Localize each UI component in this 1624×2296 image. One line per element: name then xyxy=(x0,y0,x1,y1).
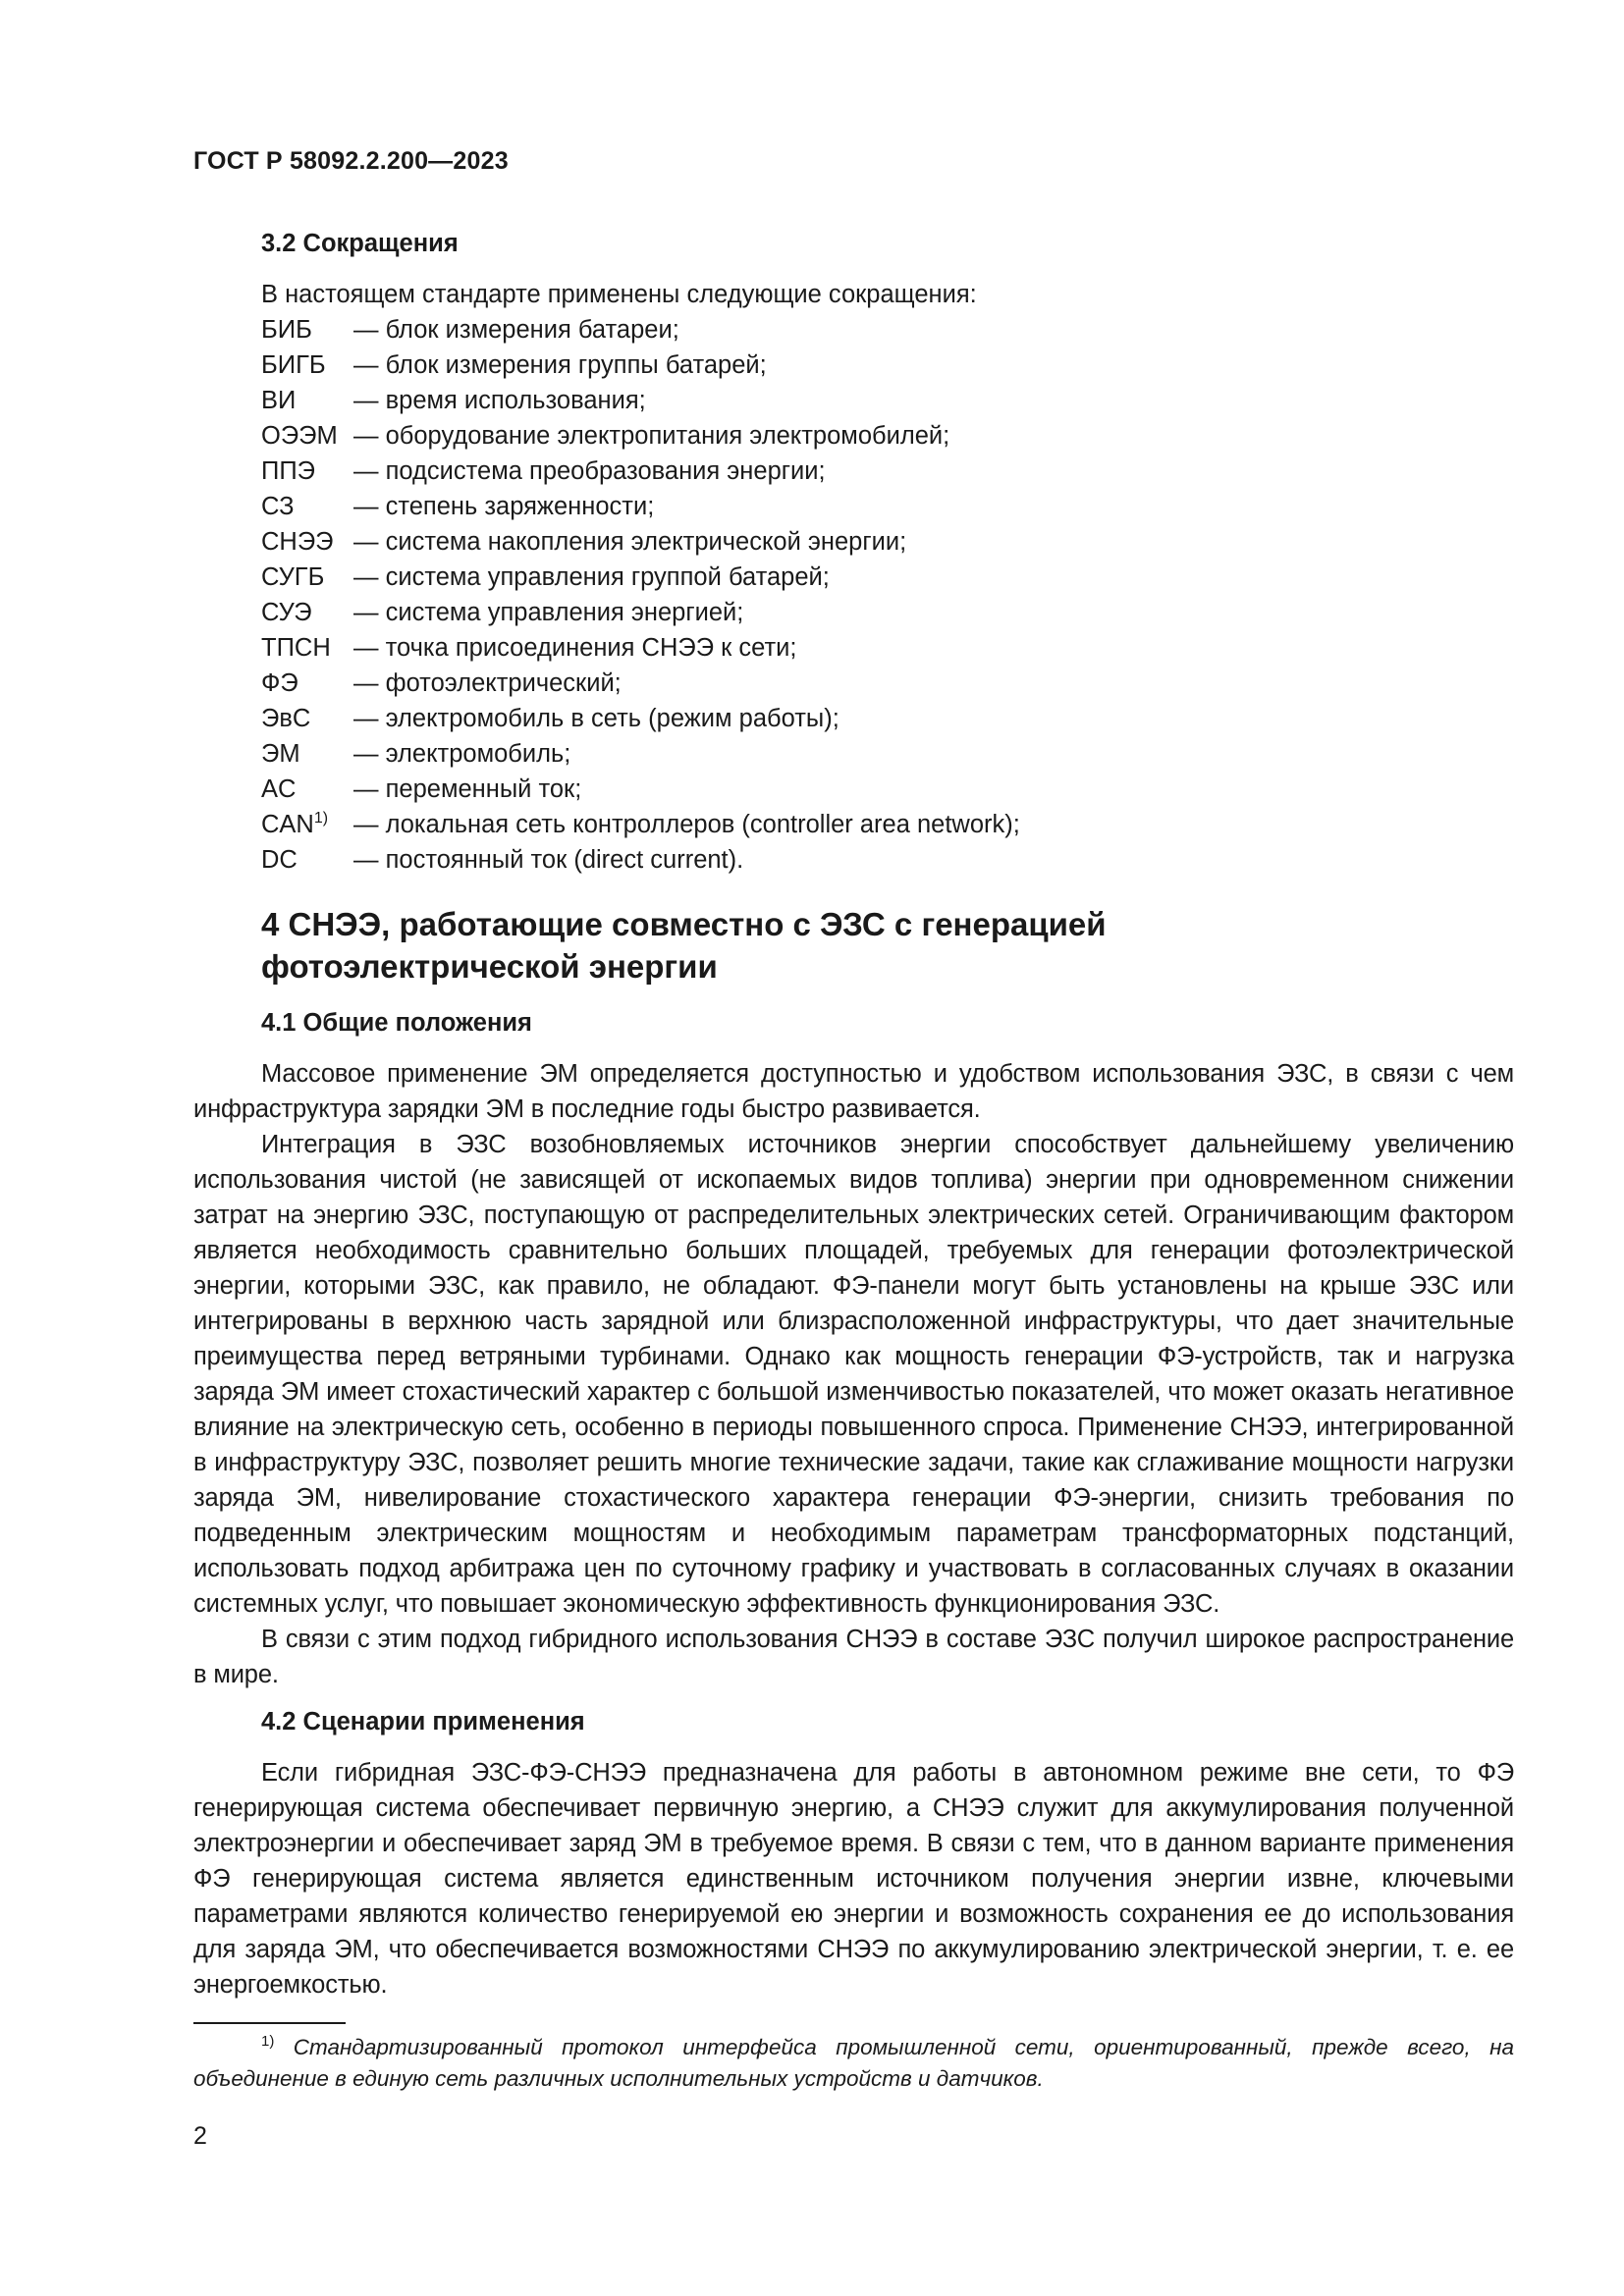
footnote-marker: 1) xyxy=(261,2033,275,2050)
abbreviation-list xyxy=(193,312,1514,878)
abbreviation-row xyxy=(261,807,1514,842)
paragraph: Интеграция в ЭЗС возобновляемых источников энергии способствует дальнейшему увеличению использования чистой (не зависящей от ископаемых видов топлива) энергии при одновременном снижении затрат на энергию ЭЗС, поступающую от распределительных электрических сетей. Ограничивающим фактором является необходимость сравнительно больших площадей, требуемых для генерации фотоэлектрической энергии, которыми ЭЗС, как правило, не обладают. ФЭ-панели могут быть установлены на крыше ЭЗС или интегрированы в верхнюю часть зарядной или близрасположенной инфраструктуры, что дает значительные преимущества перед ветряными турбинами. Однако как мощность генерации ФЭ-устройств, так и нагрузка заряда ЭМ имеет стохастический характер с большой изменчивостью показателей, что может оказать негативное влияние на электрическую сеть, особенно в периоды повышенного спроса. Применение СНЭЭ, интегрированной в инфраструктуру ЭЗС, позволяет решить многие технические задачи, такие как сглаживание мощности нагрузки заряда ЭМ, нивелирование стохастического характера генерации ФЭ-энергии, снизить требования по подведенным электрическим мощностям и необходимым параметрам трансформаторных подстанций, использовать подход арбитража цен по суточному графику и участвовать в согласованных случаях в оказании системных услуг, что повышает экономическую эффективность функционирования ЭЗС. xyxy=(193,1131,1514,1618)
abbreviation-row xyxy=(261,560,1514,595)
footnote xyxy=(193,2032,1514,2095)
abbreviation-term-text: CAN xyxy=(261,811,314,838)
section-4-title xyxy=(193,903,1514,988)
abbreviation-definition: — электромобиль; xyxy=(353,740,571,768)
footnote-text: Стандартизированный протокол интерфейса промышленной сети, ориентированный, прежде всего, на объединение в единую сеть различных исполнительных устройств и датчиков. xyxy=(193,2035,1514,2091)
page-content xyxy=(193,226,1514,2002)
abbreviation-term: ЭМ xyxy=(261,740,300,768)
abbreviation-row xyxy=(261,630,1514,666)
abbreviation-definition: — блок измерения батареи; xyxy=(353,316,679,344)
document-header: ГОСТ Р 58092.2.200—2023 xyxy=(193,147,509,175)
abbreviation-term: ТПСН xyxy=(261,634,331,662)
abbreviation-term: AC xyxy=(261,775,297,803)
section-4-1-title: 4.1 Общие положения xyxy=(261,1009,532,1037)
abbreviation-definition: — фотоэлектрический; xyxy=(353,669,622,697)
footnote-reference: 1) xyxy=(313,810,329,827)
abbreviation-term: ОЭЭМ xyxy=(261,422,338,450)
paragraph: В связи с этим подход гибридного использования СНЭЭ в составе ЭЗС получил широкое распространение в мире. xyxy=(193,1626,1514,1688)
paragraph: Если гибридная ЭЗС-ФЭ-СНЭЭ предназначена для работы в автономном режиме вне сети, то ФЭ генерирующая система обеспечивает первичную энергию, а СНЭЭ служит для аккумулирования полученной электроэнергии и обеспечивает заряд ЭМ в требуемое время. В связи с тем, что в данном варианте применения ФЭ генерирующая система является единственным источником получения энергии извне, ключевыми параметрами являются количество генерируемой ею энергии и возможность сохранения ее до использования для заряда ЭМ, что обеспечивается возможностями СНЭЭ по аккумулированию электрической энергии, т. е. ее энергоемкостью. xyxy=(193,1759,1514,1999)
abbreviation-row xyxy=(261,383,1514,418)
abbreviation-definition: — подсистема преобразования энергии; xyxy=(353,457,826,485)
abbreviation-term: ППЭ xyxy=(261,457,315,485)
abbreviation-term xyxy=(261,807,353,842)
abbreviation-definition: — система управления энергией; xyxy=(353,599,744,626)
abbreviation-definition: — степень заряженности; xyxy=(353,493,655,520)
abbreviation-definition: — система накопления электрической энергии; xyxy=(353,528,907,556)
abbreviation-definition: — локальная сеть контроллеров (controller area network); xyxy=(353,811,1020,838)
abbreviation-term: БИГБ xyxy=(261,351,326,379)
abbreviation-term: БИБ xyxy=(261,316,312,344)
section-4-title-line-2: фотоэлектрической энергии xyxy=(261,948,718,985)
abbreviation-term: ВИ xyxy=(261,387,297,414)
abbreviation-term: СУГБ xyxy=(261,563,325,591)
section-4-title-line-1: 4 СНЭЭ, работающие совместно с ЭЗС с генерацией xyxy=(261,906,1107,942)
abbreviation-row xyxy=(261,772,1514,807)
page-number: 2 xyxy=(193,2122,207,2150)
paragraph: Массовое применение ЭМ определяется доступностью и удобством использования ЭЗС, в связи с чем инфраструктура зарядки ЭМ в последние годы быстро развивается. xyxy=(193,1060,1514,1123)
abbreviation-row xyxy=(261,701,1514,736)
abbreviation-definition: — постоянный ток (direct current). xyxy=(353,846,744,874)
section-3-2-title: 3.2 Сокращения xyxy=(261,230,459,257)
abbreviation-row xyxy=(261,524,1514,560)
abbreviation-row xyxy=(261,418,1514,454)
abbreviation-term: ЭвС xyxy=(261,705,311,732)
abbreviation-definition: — блок измерения группы батарей; xyxy=(353,351,767,379)
abbreviation-definition: — переменный ток; xyxy=(353,775,582,803)
abbreviation-definition: — время использования; xyxy=(353,387,646,414)
abbreviation-term: DC xyxy=(261,846,298,874)
abbreviation-row xyxy=(261,489,1514,524)
abbreviation-definition: — точка присоединения СНЭЭ к сети; xyxy=(353,634,797,662)
abbreviation-definition: — система управления группой батарей; xyxy=(353,563,830,591)
footnote-separator xyxy=(193,2022,346,2024)
abbreviation-term: СЗ xyxy=(261,493,295,520)
abbreviation-row xyxy=(261,842,1514,878)
abbreviation-term: ФЭ xyxy=(261,669,298,697)
abbreviation-row xyxy=(261,347,1514,383)
abbreviation-row xyxy=(261,595,1514,630)
abbreviation-row xyxy=(261,666,1514,701)
abbreviations-intro: В настоящем стандарте применены следующие сокращения: xyxy=(261,281,977,308)
abbreviation-row xyxy=(261,736,1514,772)
abbreviation-term: СУЭ xyxy=(261,599,312,626)
abbreviation-term: СНЭЭ xyxy=(261,528,334,556)
abbreviation-row xyxy=(261,312,1514,347)
abbreviation-definition: — электромобиль в сеть (режим работы); xyxy=(353,705,839,732)
section-4-2-title: 4.2 Сценарии применения xyxy=(261,1708,585,1735)
abbreviation-definition: — оборудование электропитания электромобилей; xyxy=(353,422,950,450)
abbreviation-row xyxy=(261,454,1514,489)
